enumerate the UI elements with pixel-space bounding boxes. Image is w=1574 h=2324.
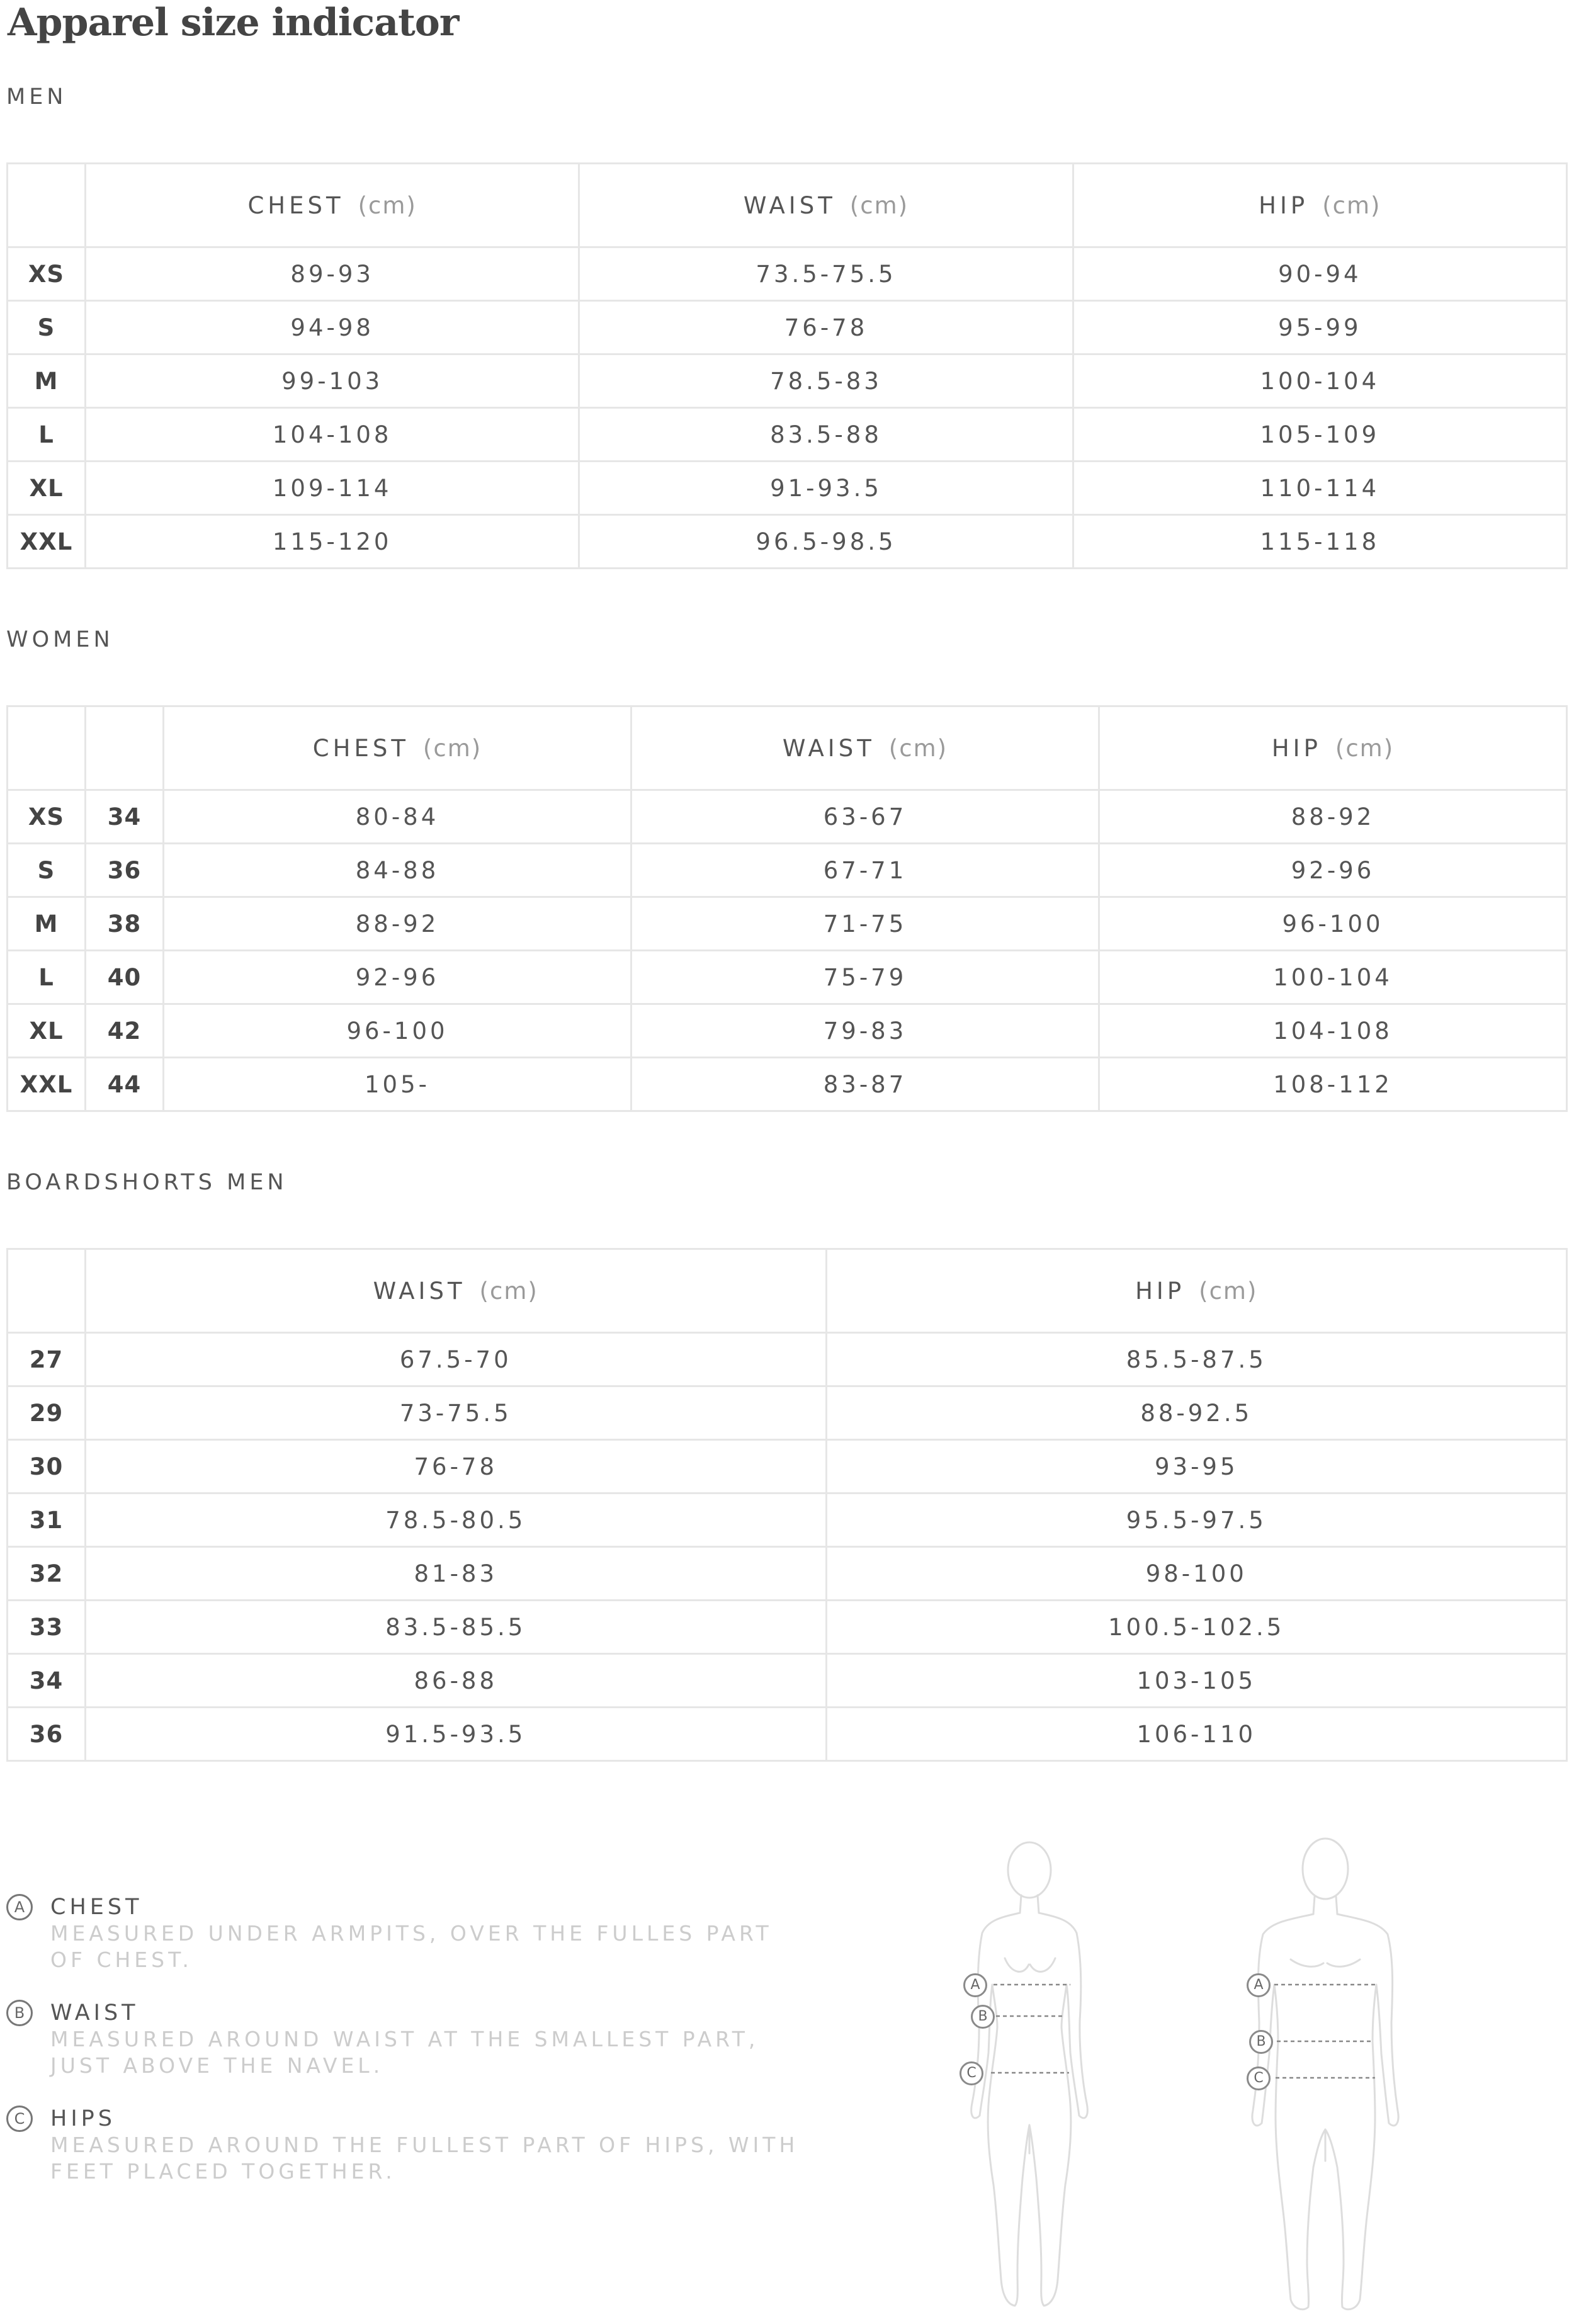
- legend-description: MEASURED UNDER ARMPITS, OVER THE FULLES PART OF CHEST.: [50, 1921, 773, 1972]
- chest-value: 88-92: [164, 897, 631, 951]
- hip-value: 96-100: [1099, 897, 1567, 951]
- hip-value: 100-104: [1099, 951, 1567, 1004]
- column-header-chest: CHEST (cm): [164, 706, 631, 790]
- table-row: [8, 1440, 1567, 1494]
- corner-cell: [86, 706, 164, 790]
- size-label: S: [8, 301, 86, 354]
- waist-value: 83.5-88: [579, 408, 1073, 462]
- women-size-table: [6, 705, 1568, 1112]
- hip-value: 88-92.5: [826, 1386, 1567, 1440]
- hip-value: 106-110: [826, 1708, 1567, 1761]
- hip-value: 104-108: [1099, 1004, 1567, 1058]
- table-row: [8, 247, 1567, 301]
- chest-value: 80-84: [164, 790, 631, 844]
- figure-tag-a-icon: A: [963, 1973, 987, 1997]
- waist-value: 63-67: [631, 790, 1099, 844]
- chest-value: 84-88: [164, 844, 631, 897]
- size-label: L: [8, 951, 86, 1004]
- legend-heading: WAIST: [50, 2000, 139, 2026]
- table-row: [8, 1547, 1567, 1601]
- table-row: [8, 1333, 1567, 1386]
- hip-value: 108-112: [1099, 1058, 1567, 1111]
- chest-value: 92-96: [164, 951, 631, 1004]
- waist-value: 96.5-98.5: [579, 515, 1073, 569]
- letter-b-badge-icon: B: [6, 2000, 33, 2026]
- waist-value: 83.5-85.5: [86, 1601, 827, 1654]
- eu-size-label: 34: [86, 790, 164, 844]
- hip-value: 95.5-97.5: [826, 1494, 1567, 1547]
- waist-value: 91.5-93.5: [86, 1708, 827, 1761]
- waist-value: 79-83: [631, 1004, 1099, 1058]
- hip-value: 98-100: [826, 1547, 1567, 1601]
- chest-value: 109-114: [86, 462, 579, 515]
- eu-size-label: 44: [86, 1058, 164, 1111]
- section-label-women: WOMEN: [6, 627, 114, 652]
- table-row: [8, 515, 1567, 569]
- men-size-table: [6, 162, 1568, 569]
- hip-value: 88-92: [1099, 790, 1567, 844]
- size-label: 33: [8, 1601, 86, 1654]
- hip-value: 103-105: [826, 1654, 1567, 1708]
- table-row: [8, 1601, 1567, 1654]
- column-header-waist: WAIST (cm): [86, 1249, 827, 1333]
- table-row: [8, 301, 1567, 354]
- table-row: [8, 462, 1567, 515]
- waist-value: 75-79: [631, 951, 1099, 1004]
- waist-value: 78.5-83: [579, 354, 1073, 408]
- size-label: XS: [8, 790, 86, 844]
- hip-value: 90-94: [1073, 247, 1566, 301]
- table-row: [8, 951, 1567, 1004]
- measurement-legend: [6, 1894, 825, 2196]
- size-label: 34: [8, 1654, 86, 1708]
- table-row: [8, 408, 1567, 462]
- hip-value: 93-95: [826, 1440, 1567, 1494]
- table-row: [8, 1386, 1567, 1440]
- waist-value: 76-78: [86, 1440, 827, 1494]
- chest-value: 94-98: [86, 301, 579, 354]
- chest-value: 96-100: [164, 1004, 631, 1058]
- size-label: XL: [8, 462, 86, 515]
- size-label: XS: [8, 247, 86, 301]
- waist-value: 91-93.5: [579, 462, 1073, 515]
- boardshorts-size-table: [6, 1248, 1568, 1762]
- corner-cell: [8, 1249, 86, 1333]
- legend-description: MEASURED AROUND WAIST AT THE SMALLEST PART, JUST ABOVE THE NAVEL.: [50, 2027, 759, 2078]
- table-header-row: [8, 164, 1567, 247]
- figure-tag-b-icon: B: [971, 2005, 995, 2029]
- eu-size-label: 42: [86, 1004, 164, 1058]
- page-title: Apparel size indicator: [8, 1, 459, 45]
- waist-value: 86-88: [86, 1654, 827, 1708]
- corner-cell: [8, 706, 86, 790]
- column-header-waist: WAIST (cm): [579, 164, 1073, 247]
- chest-value: 104-108: [86, 408, 579, 462]
- section-label-boardshorts: BOARDSHORTS MEN: [6, 1170, 288, 1195]
- hip-value: 105-109: [1073, 408, 1566, 462]
- hip-value: 110-114: [1073, 462, 1566, 515]
- chest-value: 105-: [164, 1058, 631, 1111]
- column-header-hip: HIP (cm): [1073, 164, 1566, 247]
- size-label: XXL: [8, 1058, 86, 1111]
- section-label-men: MEN: [6, 84, 67, 110]
- corner-cell: [8, 164, 86, 247]
- table-row: [8, 354, 1567, 408]
- column-header-chest: CHEST (cm): [86, 164, 579, 247]
- figure-tag-a-icon: A: [1247, 1973, 1271, 1997]
- table-header-row: [8, 706, 1567, 790]
- column-header-hip: HIP (cm): [1099, 706, 1567, 790]
- size-label: 36: [8, 1708, 86, 1761]
- size-label: 30: [8, 1440, 86, 1494]
- figure-tag-c-icon: C: [1247, 2066, 1271, 2090]
- figure-tag-c-icon: C: [960, 2061, 983, 2085]
- waist-value: 76-78: [579, 301, 1073, 354]
- table-row: [8, 897, 1567, 951]
- waist-value: 73.5-75.5: [579, 247, 1073, 301]
- waist-value: 67.5-70: [86, 1333, 827, 1386]
- table-row: [8, 1654, 1567, 1708]
- waist-value: 83-87: [631, 1058, 1099, 1111]
- chest-value: 89-93: [86, 247, 579, 301]
- letter-a-badge-icon: A: [6, 1894, 33, 1920]
- table-row: [8, 1708, 1567, 1761]
- column-header-hip: HIP (cm): [826, 1249, 1567, 1333]
- table-row: [8, 1004, 1567, 1058]
- letter-c-badge-icon: C: [6, 2106, 33, 2132]
- size-label: M: [8, 897, 86, 951]
- eu-size-label: 36: [86, 844, 164, 897]
- table-row: [8, 790, 1567, 844]
- size-label: 27: [8, 1333, 86, 1386]
- female-figure: [944, 1839, 1133, 2317]
- figure-tag-b-icon: B: [1249, 2030, 1273, 2054]
- waist-value: 81-83: [86, 1547, 827, 1601]
- table-header-row: [8, 1249, 1567, 1333]
- hip-value: 85.5-87.5: [826, 1333, 1567, 1386]
- size-label: 32: [8, 1547, 86, 1601]
- waist-value: 67-71: [631, 844, 1099, 897]
- size-label: XL: [8, 1004, 86, 1058]
- size-label: S: [8, 844, 86, 897]
- legend-description: MEASURED AROUND THE FULLEST PART OF HIPS, WITH FEET PLACED TOGETHER.: [50, 2133, 799, 2184]
- size-label: M: [8, 354, 86, 408]
- waist-value: 78.5-80.5: [86, 1494, 827, 1547]
- size-label: XXL: [8, 515, 86, 569]
- table-row: [8, 1494, 1567, 1547]
- size-label: 29: [8, 1386, 86, 1440]
- legend-heading: CHEST: [50, 1895, 143, 1920]
- hip-value: 100.5-102.5: [826, 1601, 1567, 1654]
- hip-value: 100-104: [1073, 354, 1566, 408]
- eu-size-label: 40: [86, 951, 164, 1004]
- column-header-waist: WAIST (cm): [631, 706, 1099, 790]
- legend-heading: HIPS: [50, 2106, 116, 2131]
- waist-value: 71-75: [631, 897, 1099, 951]
- table-row: [8, 844, 1567, 897]
- size-label: 31: [8, 1494, 86, 1547]
- size-label: L: [8, 408, 86, 462]
- chest-value: 99-103: [86, 354, 579, 408]
- chest-value: 115-120: [86, 515, 579, 569]
- table-row: [8, 1058, 1567, 1111]
- male-figure: [1221, 1834, 1429, 2318]
- hip-value: 115-118: [1073, 515, 1566, 569]
- hip-value: 92-96: [1099, 844, 1567, 897]
- hip-value: 95-99: [1073, 301, 1566, 354]
- waist-value: 73-75.5: [86, 1386, 827, 1440]
- eu-size-label: 38: [86, 897, 164, 951]
